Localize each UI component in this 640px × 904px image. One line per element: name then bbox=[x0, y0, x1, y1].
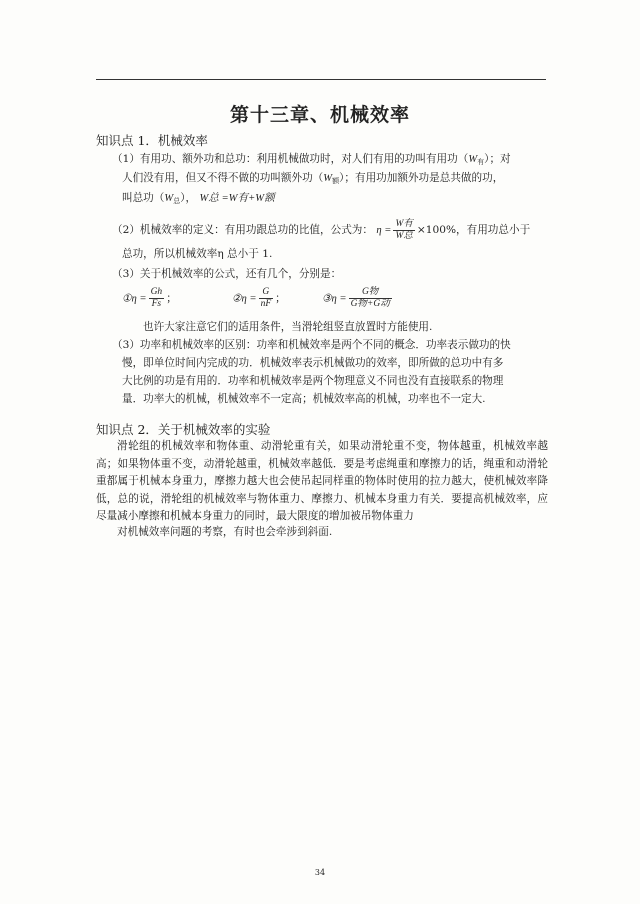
item2-line2: 总功，所以机械效率η 总小于 1. bbox=[122, 248, 273, 260]
item1-line2: 人们没有用，但又不得不做的功叫额外功$(W_额)$；有用功加额外功是总共做的功， bbox=[122, 172, 504, 185]
section2-heading: 知识点 2．关于机械效率的实验 bbox=[96, 422, 271, 437]
item3-note: 也许大家注意它们的适用条件，当滑轮组竖直放置时方能使用. bbox=[143, 321, 433, 333]
total-work-equation: W总 =W有+W额 bbox=[199, 193, 275, 204]
section2-paragraph: 滑轮组的机械效率和物体重、动滑轮重有关，如果动滑轮重不变，物体越重，机械效率越高；如果物体重不变，动滑轮越重，机械效率越低．要是考虑绳重和摩擦力的话，绳重和动滑轮重都属于机械本身重力，摩擦力越大也会使吊起同样重的物体时使用的拉力越大，使机械效率降低，总的说，滑轮组的机械效率与物体重力、摩擦力、机械本身重力有关．要提高机械效率，应尽量减小摩擦和机械本身重力的同时，最大限度的增加被吊物体重力 bbox=[96, 440, 548, 523]
item1-line1: （1）有用功、额外功和总功：利用机械做功时，对人们有用的功叫有用功$(W_有)$；对 bbox=[112, 153, 511, 166]
item3-label: （3）关于机械效率的公式，还有几个，分别是： bbox=[112, 268, 342, 280]
page-number: 34 bbox=[314, 868, 326, 877]
item1-line3: 叫总功$(W_总)$， W总 =W有+W额 bbox=[122, 192, 275, 205]
formula-2: ②η = $\frac{G}{nF}$ ； bbox=[232, 287, 286, 309]
efficiency-fraction: $\frac{\text{W有}}{\text{W总}}$ bbox=[395, 218, 413, 241]
section1-heading: 知识点 1．机械效率 bbox=[96, 133, 208, 148]
chapter-title: 第十三章、机械效率 bbox=[229, 104, 410, 126]
formula-3: ③η = $\frac{\text{G物}}{\text{G物+G动}}$ bbox=[322, 287, 390, 309]
section2-note: 对机械效率问题的考察，有时也会牵涉到斜面. bbox=[117, 526, 333, 538]
item4-line2: 慢，即单位时间内完成的功．机械效率表示机械做功的效率，即所做的总功中有多 bbox=[122, 357, 504, 369]
item2-line1: （2）机械效率的定义：有用功跟总功的比值，公式为： η = $\frac{\text{W有}}{\text{W总}}$ ×100%，有用功总小于 bbox=[112, 218, 531, 241]
item4-line3: 大比例的功是有用的．功率和机械效率是两个物理意义不同也没有直接联系的物理 bbox=[122, 375, 504, 387]
item4-line4: 量．功率大的机械，机械效率不一定高；机械效率高的机械，功率也不一定大. bbox=[122, 393, 486, 405]
formula-1: ①η = $\frac{Gh}{Fs}$ ； bbox=[122, 287, 177, 309]
header-rule bbox=[96, 79, 546, 80]
item4-line1: （3）功率和机械效率的区别：功率和机械效率是两个不同的概念．功率表示做功的快 bbox=[112, 339, 511, 351]
